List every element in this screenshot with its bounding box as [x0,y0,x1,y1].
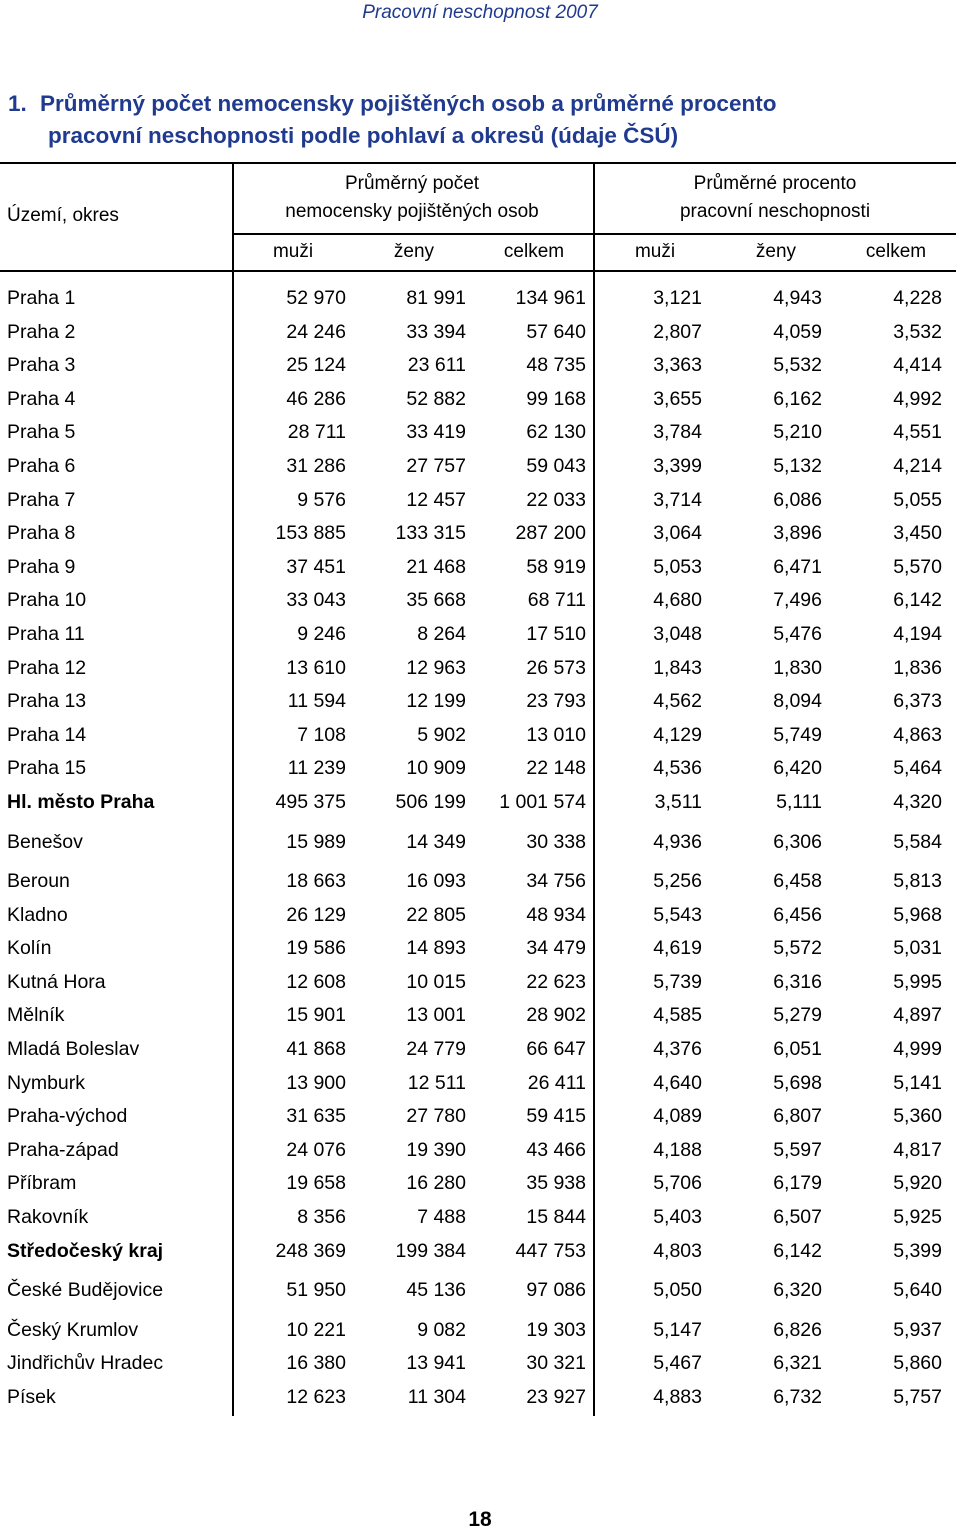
cell-percent-total: 5,925 [893,1206,942,1229]
cell-count-men: 10 221 [286,1318,346,1341]
table-row [0,685,956,719]
cell-percent-total: 5,757 [893,1386,942,1408]
cell-count-women: 14 893 [406,937,466,960]
cell-count-men: 18 663 [286,870,346,893]
cell-percent-men: 4,585 [653,1004,702,1027]
cell-percent-women: 5,111 [776,790,822,813]
cell-percent-total: 4,817 [893,1138,942,1161]
header-group-percent-line-2: pracovní neschopnosti [679,201,871,222]
table-row [0,1381,956,1415]
cell-percent-men: 4,803 [653,1239,702,1262]
cell-percent-men: 4,936 [653,830,702,853]
cell-percent-women: 6,458 [773,870,822,893]
cell-percent-women: 5,210 [773,421,822,444]
cell-count-women: 19 390 [406,1138,466,1161]
cell-percent-women: 6,471 [773,555,822,578]
table-row [0,1235,956,1269]
subheader-count-total: celkem [503,241,565,262]
cell-count-men: 9 246 [297,622,346,645]
table-row [0,584,956,618]
cell-percent-total: 4,551 [893,421,942,444]
cell-percent-women: 6,420 [773,757,822,780]
cell-territory: Praha 15 [7,757,87,780]
cell-percent-women: 5,749 [773,723,822,746]
table-row [0,450,956,484]
cell-percent-total: 5,570 [893,555,942,578]
cell-percent-men: 4,536 [653,757,702,780]
header-group-percent-line-1: Průměrné procento [693,173,857,194]
cell-territory: Praha-západ [7,1138,119,1161]
cell-percent-men: 5,739 [653,970,702,993]
cell-territory: Praha 9 [7,555,76,578]
cell-count-women: 16 093 [406,870,466,893]
cell-percent-women: 5,532 [773,354,822,377]
cell-count-women: 133 315 [395,522,466,545]
cell-territory: Praha 10 [7,589,87,612]
table-row [0,999,956,1033]
cell-count-men: 52 970 [286,287,346,309]
cell-count-women: 23 611 [407,354,466,377]
cell-percent-women: 4,059 [773,320,822,343]
cell-percent-men: 3,655 [653,387,702,410]
cell-count-men: 51 950 [286,1279,346,1302]
cell-count-total: 13 010 [526,723,586,746]
cell-count-men: 46 286 [286,387,346,410]
cell-territory: Mělník [7,1004,65,1027]
cell-percent-total: 4,992 [893,387,942,410]
cell-percent-women: 6,807 [773,1105,822,1128]
cell-percent-women: 6,179 [773,1172,822,1195]
cell-percent-men: 5,256 [653,870,702,893]
cell-count-women: 33 419 [406,421,466,444]
cell-count-women: 81 991 [406,287,466,309]
cell-percent-total: 4,194 [893,622,942,645]
cell-territory: Hl. město Praha [7,790,155,813]
cell-count-total: 35 938 [526,1172,586,1195]
cell-count-total: 287 200 [515,522,586,545]
cell-count-total: 48 934 [526,903,586,926]
table-row [0,1268,956,1308]
cell-percent-women: 6,306 [773,830,822,853]
table-row [0,899,956,933]
cell-percent-total: 4,228 [893,287,942,309]
cell-percent-total: 5,920 [893,1172,942,1195]
table-row [0,786,956,820]
cell-percent-men: 3,714 [653,488,702,511]
cell-territory: Jindřichův Hradec [7,1352,164,1375]
table-row [0,1033,956,1067]
cell-count-total: 34 479 [526,937,586,960]
cell-percent-women: 6,162 [773,387,822,410]
cell-percent-women: 6,321 [773,1352,822,1375]
subheader-count-women: ženy [393,241,435,262]
cell-percent-total: 5,141 [893,1071,942,1094]
cell-territory: Praha 13 [7,690,87,713]
cell-count-total: 34 756 [526,870,586,893]
cell-count-total: 97 086 [526,1279,586,1302]
cell-count-men: 8 356 [297,1206,346,1229]
cell-percent-men: 5,706 [653,1172,702,1195]
cell-percent-women: 3,896 [773,522,822,545]
cell-count-men: 11 239 [287,757,346,780]
cell-count-women: 10 909 [406,757,466,780]
cell-percent-women: 5,572 [773,937,822,960]
cell-count-women: 27 780 [406,1105,466,1128]
cell-count-men: 11 594 [287,690,346,713]
cell-territory: Kladno [7,903,68,926]
cell-percent-men: 3,363 [653,354,702,377]
cell-count-total: 22 148 [526,757,586,780]
cell-count-men: 248 369 [275,1239,346,1262]
cell-percent-men: 3,784 [653,421,702,444]
cell-count-women: 22 805 [406,903,466,926]
cell-percent-total: 5,813 [893,870,942,893]
cell-percent-women: 1,830 [773,656,822,679]
cell-count-women: 9 082 [417,1318,466,1341]
cell-percent-men: 5,053 [653,555,702,578]
cell-territory: Praha 7 [7,488,76,511]
cell-percent-women: 6,142 [773,1239,822,1262]
cell-count-women: 5 902 [417,723,466,746]
cell-count-total: 22 623 [526,970,586,993]
cell-percent-total: 5,968 [893,903,942,926]
cell-territory: Mladá Boleslav [7,1038,140,1061]
cell-count-total: 134 961 [515,287,586,309]
cell-count-men: 24 076 [286,1138,346,1161]
cell-percent-men: 3,399 [653,454,702,477]
table-row [0,282,956,316]
cell-count-men: 13 610 [286,656,346,679]
cell-percent-men: 5,050 [653,1279,702,1302]
cell-percent-total: 4,320 [893,790,942,813]
running-header: Pracovní neschopnost 2007 [362,2,598,23]
table-row [0,1134,956,1168]
table-row [0,932,956,966]
cell-percent-women: 6,826 [773,1318,822,1341]
header-group-percent [594,170,956,226]
cell-count-men: 13 900 [286,1071,346,1094]
data-table [0,282,956,1415]
table-row [0,752,956,786]
cell-percent-men: 2,807 [653,320,702,343]
cell-count-men: 31 635 [286,1105,346,1128]
cell-count-women: 8 264 [417,622,466,645]
cell-percent-men: 1,843 [653,656,702,679]
cell-percent-women: 6,456 [773,903,822,926]
table-row [0,859,956,899]
cell-percent-women: 6,086 [773,488,822,511]
cell-territory: Kolín [7,937,52,960]
cell-count-total: 68 711 [527,589,586,612]
cell-territory: Praha 2 [7,320,76,343]
cell-territory: Praha 8 [7,522,76,545]
cell-count-total: 22 033 [526,488,586,511]
page-number: 18 [468,1508,492,1531]
table-row [0,618,956,652]
subheader-percent-men: muži [634,241,676,262]
cell-count-total: 43 466 [526,1138,586,1161]
cell-count-men: 495 375 [275,790,346,813]
cell-percent-total: 4,214 [893,454,942,477]
cell-count-total: 48 735 [526,354,586,377]
cell-count-men: 28 711 [287,421,346,444]
cell-percent-men: 4,562 [653,690,702,713]
header-bottom-rule [0,270,956,272]
cell-count-women: 45 136 [406,1279,466,1302]
cell-percent-total: 4,863 [893,723,942,746]
cell-count-women: 12 511 [407,1071,466,1094]
header-territory: Území, okres [7,205,119,226]
cell-percent-men: 4,680 [653,589,702,612]
cell-count-total: 62 130 [526,421,586,444]
cell-percent-women: 6,051 [773,1038,822,1061]
header-group-count [232,170,592,226]
cell-count-women: 199 384 [395,1239,466,1262]
cell-count-total: 17 510 [526,622,586,645]
cell-percent-women: 6,732 [773,1386,822,1408]
cell-percent-men: 5,147 [653,1318,702,1341]
cell-percent-men: 4,883 [653,1386,702,1408]
cell-percent-men: 4,129 [653,723,702,746]
cell-count-women: 27 757 [406,454,466,477]
cell-percent-men: 5,403 [653,1206,702,1229]
cell-count-women: 12 457 [406,488,466,511]
cell-count-men: 19 658 [286,1172,346,1195]
table-row [0,1201,956,1235]
cell-count-women: 13 941 [406,1352,466,1375]
cell-percent-total: 5,464 [893,757,942,780]
cell-count-total: 59 415 [526,1105,586,1128]
cell-percent-total: 5,055 [893,488,942,511]
cell-percent-total: 5,995 [893,970,942,993]
cell-territory: Středočeský kraj [7,1239,164,1262]
cell-percent-total: 4,897 [893,1004,942,1027]
header-group-count-line-2: nemocensky pojištěných osob [285,201,539,222]
cell-count-men: 16 380 [286,1352,346,1375]
cell-count-men: 12 608 [286,970,346,993]
cell-count-total: 58 919 [526,555,586,578]
cell-territory: Praha 12 [7,656,87,679]
table-row [0,383,956,417]
cell-territory: České Budějovice [7,1279,164,1302]
cell-count-men: 37 451 [286,555,346,578]
cell-percent-men: 4,376 [653,1038,702,1061]
table-row [0,517,956,551]
cell-count-women: 52 882 [406,387,466,410]
table-title [8,88,953,152]
cell-count-women: 12 199 [406,690,466,713]
cell-count-men: 7 108 [297,723,346,746]
cell-count-total: 26 573 [526,656,586,679]
cell-count-men: 31 286 [286,454,346,477]
cell-count-total: 59 043 [526,454,586,477]
cell-percent-women: 6,320 [773,1279,822,1302]
cell-percent-women: 5,597 [773,1138,822,1161]
cell-count-men: 33 043 [286,589,346,612]
cell-count-men: 25 124 [286,354,346,377]
cell-percent-men: 3,048 [653,622,702,645]
cell-territory: Kutná Hora [7,970,106,993]
cell-count-total: 26 411 [527,1071,586,1094]
cell-count-women: 10 015 [406,970,466,993]
cell-count-total: 23 793 [526,690,586,713]
cell-count-men: 12 623 [286,1386,346,1408]
cell-percent-total: 5,399 [893,1239,942,1262]
cell-count-women: 506 199 [395,790,466,813]
cell-percent-women: 5,476 [773,622,822,645]
cell-territory: Benešov [7,830,83,853]
cell-territory: Písek [7,1386,56,1408]
table-row [0,316,956,350]
title-line-2: pracovní neschopnosti podle pohlaví a okresů (údaje ČSÚ) [48,123,679,148]
cell-count-total: 19 303 [526,1318,586,1341]
cell-count-women: 21 468 [406,555,466,578]
cell-territory: Praha 4 [7,387,76,410]
cell-count-men: 15 901 [286,1004,346,1027]
cell-count-total: 30 338 [526,830,586,853]
cell-territory: Praha 5 [7,421,76,444]
subheader-percent-women: ženy [755,241,797,262]
cell-territory: Praha 3 [7,354,76,377]
cell-territory: Praha 1 [7,287,76,309]
cell-percent-women: 5,698 [773,1071,822,1094]
cell-percent-women: 5,132 [773,454,822,477]
cell-count-total: 15 844 [526,1206,586,1229]
cell-percent-total: 5,031 [893,937,942,960]
cell-territory: Praha 14 [7,723,87,746]
cell-percent-women: 5,279 [773,1004,822,1027]
cell-percent-men: 5,543 [653,903,702,926]
table-row [0,1308,956,1348]
cell-count-total: 66 647 [526,1038,586,1061]
subheader-count-men: muži [272,241,314,262]
cell-territory: Praha 6 [7,454,76,477]
table-row [0,1100,956,1134]
cell-percent-total: 1,836 [893,656,942,679]
cell-percent-total: 6,142 [893,589,942,612]
title-number: 1. [8,91,27,116]
cell-count-men: 24 246 [286,320,346,343]
table-row [0,349,956,383]
cell-count-men: 153 885 [275,522,346,545]
cell-percent-men: 4,640 [653,1071,702,1094]
cell-percent-women: 4,943 [773,287,822,309]
subheader-percent-total: celkem [865,241,927,262]
table-row [0,966,956,1000]
cell-count-total: 447 753 [515,1239,586,1262]
cell-count-women: 24 779 [406,1038,466,1061]
table-row [0,551,956,585]
cell-count-women: 12 963 [406,656,466,679]
cell-territory: Rakovník [7,1206,89,1229]
header-top-rule [0,162,956,164]
cell-percent-total: 4,999 [893,1038,942,1061]
cell-percent-men: 5,467 [653,1352,702,1375]
cell-percent-total: 3,532 [893,320,942,343]
cell-count-men: 15 989 [286,830,346,853]
cell-territory: Nymburk [7,1071,86,1094]
cell-percent-men: 4,188 [653,1138,702,1161]
cell-territory: Příbram [7,1172,77,1195]
table-row [0,484,956,518]
cell-percent-men: 3,121 [653,287,702,309]
table-row [0,1067,956,1101]
cell-percent-total: 5,584 [893,830,942,853]
cell-percent-total: 6,373 [893,690,942,713]
cell-percent-total: 5,937 [893,1318,942,1341]
cell-count-women: 7 488 [417,1206,466,1229]
cell-count-men: 26 129 [286,903,346,926]
cell-percent-men: 3,064 [653,522,702,545]
cell-territory: Beroun [7,870,70,893]
cell-percent-total: 5,860 [893,1352,942,1375]
cell-count-women: 16 280 [406,1172,466,1195]
cell-percent-men: 3,511 [654,790,702,813]
table-row [0,416,956,450]
cell-count-total: 28 902 [526,1004,586,1027]
cell-count-total: 1 001 574 [499,790,586,813]
cell-percent-men: 4,089 [653,1105,702,1128]
data-table-body [0,282,956,1415]
cell-territory: Praha 11 [7,622,85,645]
cell-percent-total: 5,360 [893,1105,942,1128]
cell-percent-women: 6,316 [773,970,822,993]
cell-percent-women: 7,496 [773,589,822,612]
cell-count-men: 19 586 [286,937,346,960]
cell-count-men: 9 576 [297,488,346,511]
cell-percent-total: 3,450 [893,522,942,545]
cell-count-men: 41 868 [286,1038,346,1061]
table-row [0,1167,956,1201]
cell-percent-total: 4,414 [893,354,942,377]
table-row [0,1347,956,1381]
cell-percent-women: 8,094 [773,690,822,713]
cell-count-total: 23 927 [526,1386,586,1408]
title-line-1: Průměrný počet nemocensky pojištěných osob a průměrné procento [40,91,777,116]
cell-percent-total: 5,640 [893,1279,942,1302]
cell-count-total: 99 168 [526,387,586,410]
header-group-count-line-1: Průměrný počet [344,173,480,194]
cell-territory: Český Krumlov [7,1318,139,1341]
cell-count-total: 30 321 [526,1352,586,1375]
cell-count-women: 33 394 [406,320,466,343]
cell-count-total: 57 640 [526,320,586,343]
table-row [0,652,956,686]
cell-territory: Praha-východ [7,1105,128,1128]
cell-percent-men: 4,619 [653,937,702,960]
cell-count-women: 14 349 [406,830,466,853]
cell-count-women: 13 001 [406,1004,466,1027]
cell-percent-women: 6,507 [773,1206,822,1229]
cell-count-women: 35 668 [406,589,466,612]
cell-count-women: 11 304 [407,1386,466,1408]
table-row [0,820,956,860]
table-row [0,719,956,753]
